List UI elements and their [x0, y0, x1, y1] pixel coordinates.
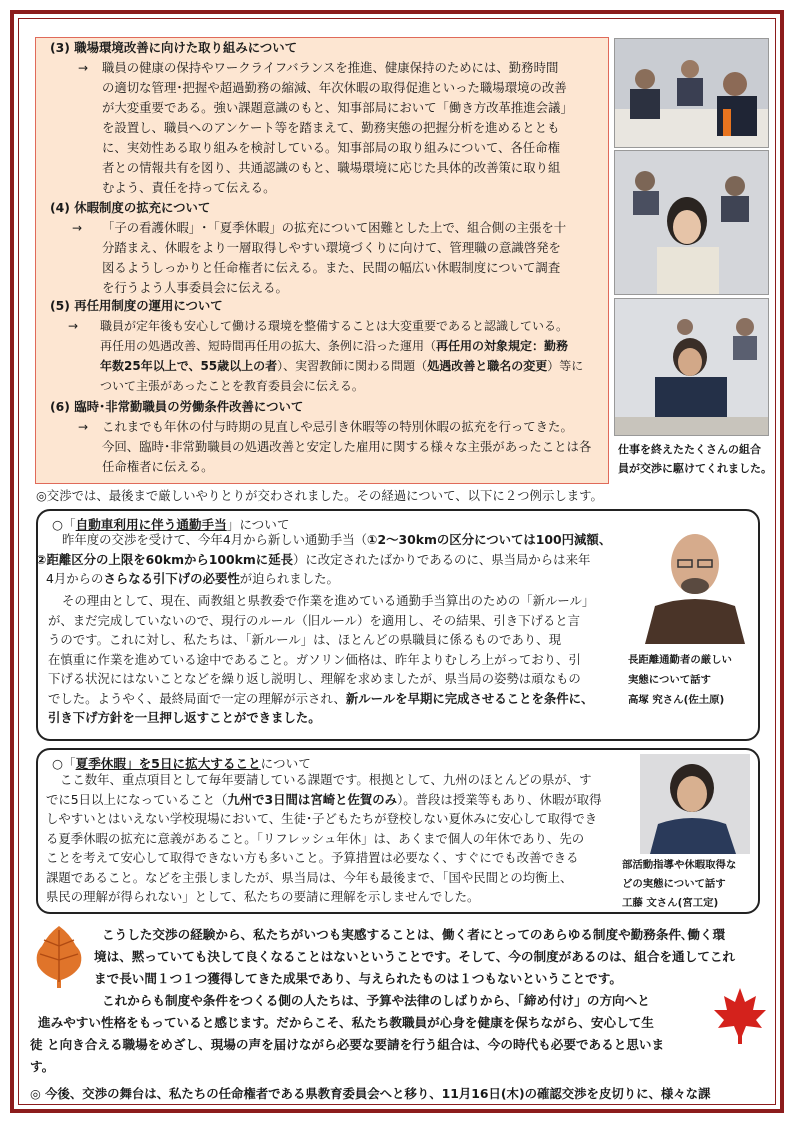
section-line: 再任用の処遇改善、短時間再任用の拡大、条例に沿った運用（再任用の対象規定：勤務 — [100, 339, 569, 353]
arrow-icon: → — [72, 221, 83, 235]
section-line: これまでも年休の付与時期の見直しや忌引き休暇等の特別休暇の拡充を行ってきた。 — [102, 419, 573, 434]
speaker-caption-1: 長距離通勤者の厳しい 実態について話す 高塚 究さん(佐土原) — [628, 654, 732, 706]
section-title: (3) 職場環境改善に向けた取り組みについて — [50, 40, 298, 55]
negotiation-note: ◎交渉では、最後まで厳しいやりとりが交わされました。その経過について、以下に２つ例示します。 — [36, 488, 603, 503]
photo-caption: 仕事を終えたたくさんの組合 員が交渉に駆けてくれました。 — [618, 443, 772, 475]
box1-para2: その理由として、現在、両教組と県教委で作業を進めている通勤手当算出のための「新ルール」 が、まだ完成していないので、現行のルール（旧ルール）を適用し、その結果、引き下げると言 うのです。これに対し、私たちは、「新ルール」は、ほとんどの県職員に係るものであり、現 在慎重に作業を進めている途中であること。ガソリン価格は、昨年よりむしろ上がっており、引 下げる状況にはないことなどを繰り返し説明し、理解を求めましたが、県当局の姿勢は頑なもの でした。ようやく、最終局面で一定の理解が示され、新ルールを早期に完成させることを条件に、 引き下げ方針を一旦押し返すことができました。 — [48, 593, 595, 725]
closing-line-7: す。 — [30, 1059, 55, 1074]
section-line: 図るようしっかりと任命権者に伝える。また、民間の幅広い休暇制度について調査 — [102, 260, 561, 275]
section-line: 職員の健康の保持やワークライフバランスを推進、健康保持のためには、勤務時間 — [102, 60, 559, 75]
box1-para1-cont: ②距離区分の上限を60kmから100kmに延長）に改定されたばかりであるのに、県当局からは来年 — [36, 552, 591, 567]
section-line: 者との情報共有を図り、共通認識のもと、職場環境に応じた具体的改善策に取り組 — [102, 160, 561, 175]
autumn-leaf-orange-icon — [30, 924, 88, 990]
meeting-photo-2 — [614, 150, 769, 295]
section-title: (5) 再任用制度の運用について — [50, 298, 223, 313]
meeting-photo-1 — [614, 38, 769, 148]
closing-line-4: これからも制度や条件をつくる側の人たちは、予算や法律のしばりから、「締め付け」の方向へと — [102, 993, 650, 1008]
speaker-photo-kudo — [640, 754, 750, 854]
section-line: ついて主張があったことを教育委員会に伝える。 — [100, 379, 364, 393]
maple-leaf-red-icon — [712, 986, 768, 1046]
section-line: 分踏まえ、休暇をより一層取得しやすい環境づくりに向けて、管理職の意識啓発を — [102, 240, 561, 255]
closing-line-5: 進みやすい性格をもっていると感じます。だからこそ、私たち教職員が心身を健康を保ちながら、安心して生 — [38, 1015, 654, 1030]
section-line: に、実効性ある取り組みを検討している。知事部局の取り組みについて、各任命権 — [102, 140, 560, 155]
section-title: (4) 休暇制度の拡充について — [50, 200, 211, 215]
closing-line-3: まで長い間１つ１つ獲得してきた成果であり、与えられたものは１つもないということです。 — [94, 971, 622, 986]
box-title: ○「夏季休暇」を5日に拡大することについて — [52, 756, 311, 771]
closing-line-1: こうした交渉の経験から、私たちがいつも実感することは、働く者にとってのあらゆる制度や勤務条件､働く環 — [102, 927, 726, 942]
section-line: を行うよう人事委員会に伝える。 — [102, 280, 288, 295]
section-4 — [50, 198, 610, 298]
section-line: むよう、責任を持って伝える。 — [102, 180, 276, 195]
section-line: を設置し、職員へのアンケート等を踏まえて、勤務実態の把握分析を進めるととも — [102, 120, 560, 135]
section-3 — [50, 38, 610, 198]
section-line: 任命権者に伝える。 — [102, 459, 214, 474]
arrow-icon: → — [78, 61, 89, 75]
section-title: (6) 臨時･非常勤職員の労働条件改善について — [50, 399, 304, 414]
box2-para: ここ数年、重点項目として毎年要請している課題です。根拠として、九州のほとんどの県が、す でに5日以上になっていること（九州で3日間は宮崎と佐賀のみ）。普段は授業等もあり、休暇が取得 しやすいとはいえない学校現場において、生徒･子どもたちが登校しない夏休みに安心して取得でき る夏季休暇の拡充に意義があること。「リフレッシュ年休」は、あくまで個人の年休であり、先の ことを考えて安心して取得できない方も多いこと。予算措置は必要なく、すぐにでも改善できる 課題であること。などを主張しましたが、県当局は、今年も最後まで、「国や民間との均衡上、 県民の理解が得られない」として、私たちの要請に理解を示しませんでした。 — [46, 772, 602, 904]
section-line: 「子の看護休暇」･「夏季休暇」の拡充について困難とした上で、組合側の主張を十 — [102, 220, 567, 235]
speaker-caption-2: 部活動指導や休暇取得な どの実態について話す 工藤 文さん(宮工定) — [622, 859, 737, 909]
section-line: 今回、臨時･非常勤職員の処遇改善と安定した雇用に関する様々な主張があったことは各 — [102, 439, 592, 454]
section-5 — [50, 296, 610, 396]
box-title: ○「自動車利用に伴う通勤手当」について — [52, 517, 290, 532]
section-6 — [50, 397, 610, 477]
box1-para1-end: 4月からのさらなる引下げの必要性が迫られました。 — [46, 571, 339, 586]
box1-para1: 昨年度の交渉を受けて、今年4月から新しい通勤手当（①2～30kmの区分については100円減額、 — [62, 532, 612, 547]
closing-line-6: 徒 と向き合える職場をめざし、現場の声を届けながら必要な要請を行う組合は、今の時代も必要であると思いま — [30, 1037, 665, 1052]
section-line: の適切な管理･把握や超過勤務の縮減、年次休暇の取得促進といった職場環境の改善 — [102, 80, 567, 95]
closing-line-2: 境は、黙っていても決して良くなることはないということです。そして、今の制度があるのは、組合を通してこれ — [94, 949, 736, 964]
arrow-icon: → — [78, 420, 89, 434]
arrow-icon: → — [68, 319, 79, 333]
section-line: が大変重要である。強い課題意識のもと、知事部局において「働き方改革推進会議」 — [102, 100, 573, 115]
section-line: 年数25年以上で、55歳以上の者）、実習教師に関わる問題（処遇改善と職名の変更）等に — [100, 359, 584, 373]
section-line: 職員が定年後も安心して働ける環境を整備することは大変重要であると認識している。 — [100, 319, 569, 333]
meeting-photo-3 — [614, 298, 769, 436]
next-steps-note: ◎ 今後、交渉の舞台は、私たちの任命権者である県教育委員会へと移り、11月16日(木)の確認交渉を皮切りに、様々な課 — [30, 1086, 711, 1101]
speaker-photo-takatsuka — [640, 522, 750, 644]
